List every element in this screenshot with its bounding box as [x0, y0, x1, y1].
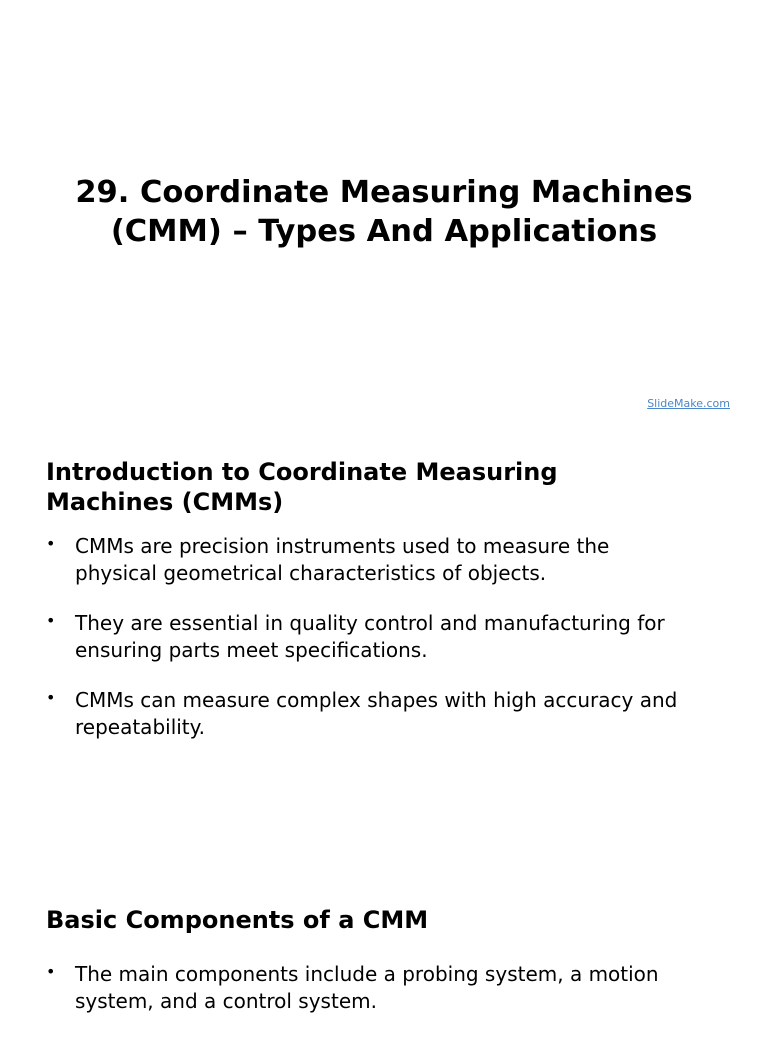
- intro-heading-line-2: Machines (CMMs): [46, 488, 284, 516]
- bullet-item: [46, 961, 736, 1015]
- bullet-text-line-2: ensuring parts meet specifications.: [75, 638, 428, 662]
- bullet-item: [46, 610, 736, 664]
- components-heading: Basic Components of a CMM: [46, 906, 429, 934]
- bullet-dot-icon: •: [46, 688, 56, 707]
- components-section: [46, 905, 736, 1038]
- bullet-text-line-1: CMMs can measure complex shapes with high accuracy and: [75, 688, 678, 712]
- bullet-dot-icon: •: [46, 611, 56, 630]
- bullet-text-line-2: physical geometrical characteristics of objects.: [75, 561, 547, 585]
- intro-bullet-list: [46, 533, 736, 741]
- slidemake-link[interactable]: SlideMake.com: [647, 397, 730, 410]
- components-bullet-list: [46, 961, 736, 1015]
- slide-title: [0, 173, 768, 251]
- bullet-text-line-1: They are essential in quality control and manufacturing for: [75, 611, 665, 635]
- bullet-dot-icon: •: [46, 534, 56, 553]
- bullet-text-line-1: The main components include a probing system, a motion: [75, 962, 659, 986]
- bullet-text-line-2: repeatability.: [75, 715, 205, 739]
- bullet-text-line-2: system, and a control system.: [75, 989, 377, 1013]
- intro-heading: [46, 457, 736, 517]
- bullet-item: [46, 533, 736, 587]
- slide-title-line-2: (CMM) – Types And Applications: [110, 214, 658, 249]
- bullet-dot-icon: •: [46, 962, 56, 981]
- bullet-text-line-1: CMMs are precision instruments used to measure the: [75, 534, 610, 558]
- slide-title-line-1: 29. Coordinate Measuring Machines: [75, 175, 693, 210]
- intro-heading-line-1: Introduction to Coordinate Measuring: [46, 458, 558, 486]
- bullet-item: [46, 687, 736, 741]
- intro-section: [46, 457, 736, 764]
